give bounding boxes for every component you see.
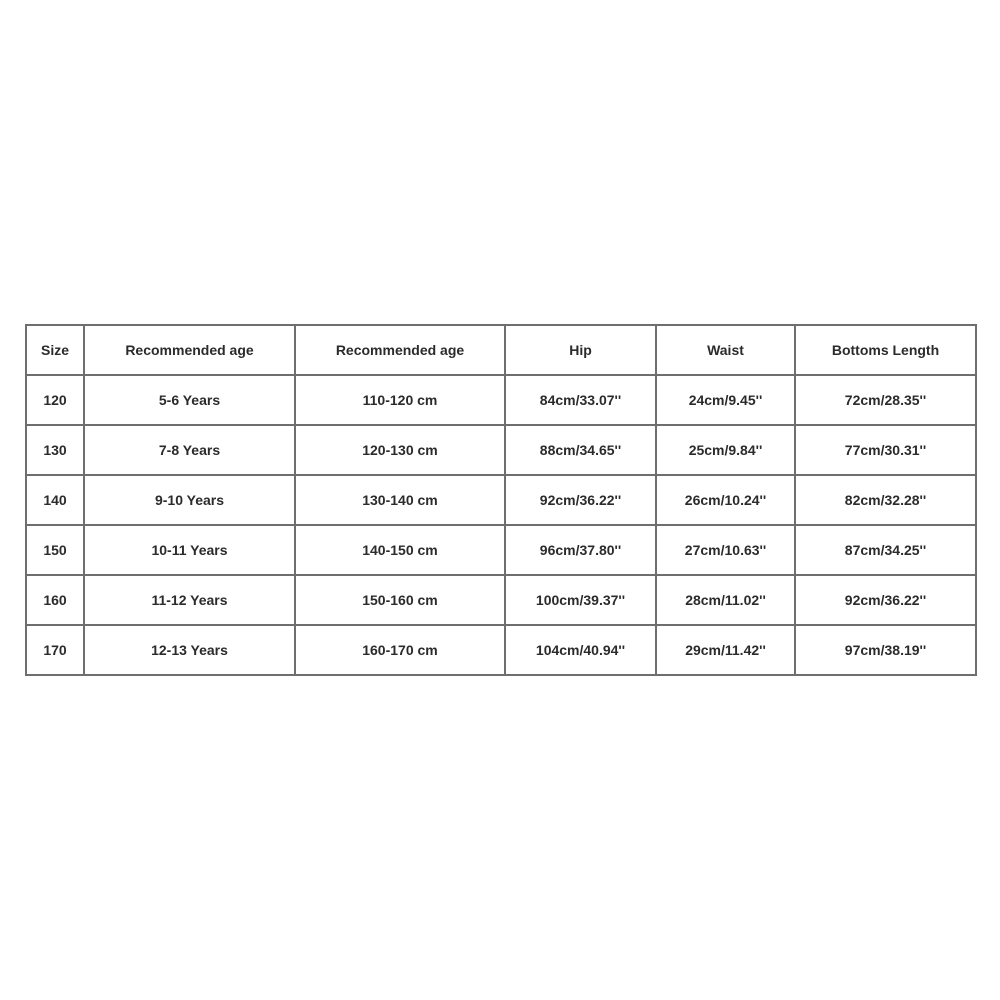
cell-height: 130-140 cm [295,475,505,525]
cell-size: 140 [26,475,84,525]
cell-height: 150-160 cm [295,575,505,625]
table-row [26,375,976,425]
cell-hip: 84cm/33.07'' [505,375,656,425]
cell-waist: 27cm/10.63'' [656,525,795,575]
cell-hip: 96cm/37.80'' [505,525,656,575]
cell-waist: 26cm/10.24'' [656,475,795,525]
cell-height: 160-170 cm [295,625,505,675]
header-waist: Waist [656,325,795,375]
cell-bottoms-length: 92cm/36.22'' [795,575,976,625]
table-row [26,425,976,475]
table-row [26,525,976,575]
cell-size: 160 [26,575,84,625]
table-row [26,575,976,625]
cell-age: 10-11 Years [84,525,295,575]
header-size: Size [26,325,84,375]
size-chart-table [25,324,977,676]
header-bottoms-length: Bottoms Length [795,325,976,375]
cell-size: 130 [26,425,84,475]
cell-height: 110-120 cm [295,375,505,425]
header-recommended-height: Recommended age [295,325,505,375]
header-recommended-age: Recommended age [84,325,295,375]
cell-hip: 92cm/36.22'' [505,475,656,525]
cell-age: 11-12 Years [84,575,295,625]
cell-hip: 104cm/40.94'' [505,625,656,675]
cell-size: 150 [26,525,84,575]
cell-bottoms-length: 77cm/30.31'' [795,425,976,475]
table-row [26,625,976,675]
cell-height: 120-130 cm [295,425,505,475]
cell-bottoms-length: 87cm/34.25'' [795,525,976,575]
cell-age: 12-13 Years [84,625,295,675]
cell-age: 9-10 Years [84,475,295,525]
cell-size: 170 [26,625,84,675]
cell-waist: 29cm/11.42'' [656,625,795,675]
cell-size: 120 [26,375,84,425]
cell-waist: 24cm/9.45'' [656,375,795,425]
table-header-row [26,325,976,375]
cell-waist: 28cm/11.02'' [656,575,795,625]
cell-bottoms-length: 82cm/32.28'' [795,475,976,525]
cell-hip: 88cm/34.65'' [505,425,656,475]
header-hip: Hip [505,325,656,375]
cell-age: 5-6 Years [84,375,295,425]
cell-height: 140-150 cm [295,525,505,575]
cell-bottoms-length: 72cm/28.35'' [795,375,976,425]
cell-hip: 100cm/39.37'' [505,575,656,625]
cell-bottoms-length: 97cm/38.19'' [795,625,976,675]
cell-age: 7-8 Years [84,425,295,475]
cell-waist: 25cm/9.84'' [656,425,795,475]
table-row [26,475,976,525]
